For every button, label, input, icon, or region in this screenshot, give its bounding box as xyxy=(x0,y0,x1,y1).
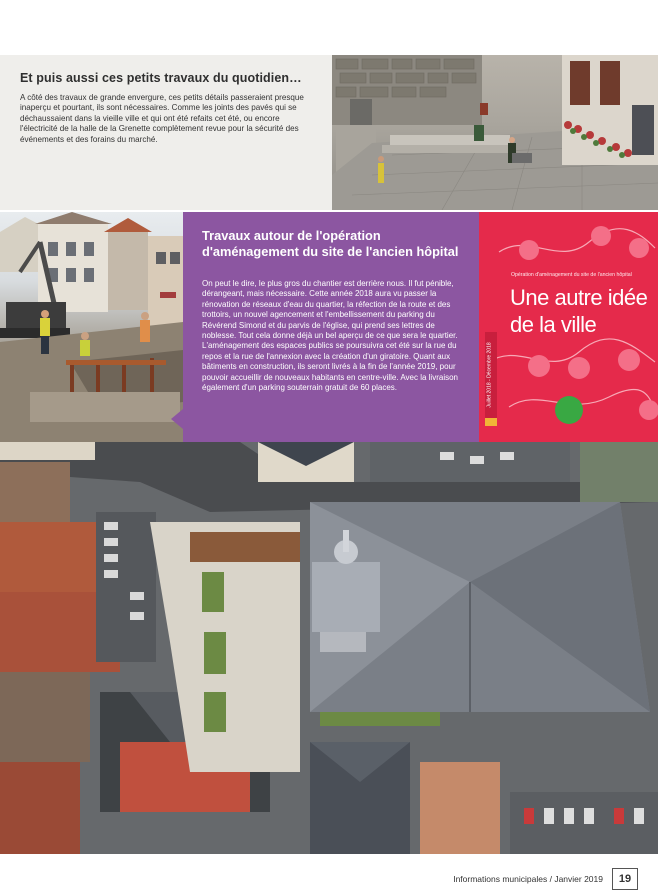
intro-text-box xyxy=(0,55,332,210)
section-title-hospital-site: Travaux autour de l'opération d'aménagement du site de l'ancien hôpital xyxy=(202,228,459,259)
section-body-hospital-site: On peut le dire, le plus gros du chantier est derrière nous. Il fut pénible, dérangeant, mais nécessaire. Cette année 2018 aura vu passer la rénovation de réseaux d'eau du quartier, la réfection de la route et des trottoirs, un nouvel agencement et l'embellissement du parking du Révérend Simond et du parvis de l'église, qui prend ses lettres de noblesse. Tout cela donne déjà un bel aperçu de ce que sera le quartier. L'aménagement des espaces publics se poursuivra cet été sur la rue du repos et la rue de l'annexion avec la création d'un giratoire. Quant aux bâtiments en construction, ils seront livrés à la fin de l'année 2019, pour pouvoir accueillir de nouveaux habitants en centre-ville. Avec la livraison également d'un parking souterrain gratuit de 60 places. xyxy=(202,279,458,393)
brochure-title-line-1: Une autre idée xyxy=(510,285,648,310)
hospital-site-panel xyxy=(183,212,479,442)
brochure-date-strip: Juillet 2018 - Décembre 2018 xyxy=(486,342,493,408)
photo-construction-site xyxy=(0,212,183,442)
callout-pointer-purple xyxy=(171,409,183,429)
photo-construction-illustration xyxy=(0,212,183,442)
brochure-cover xyxy=(479,212,658,442)
aerial-photo-church-district xyxy=(0,442,658,854)
brochure-operation-label: Opération d'aménagement du site de l'ancien hôpital xyxy=(511,272,632,278)
footer-publication: Informations municipales / Janvier 2019 xyxy=(453,874,603,884)
section-body-small-works: A côté des travaux de grande envergure, ces petits détails passeraient presque inaperçu et pourtant, ils sont nécessaires. Comme les joints des pavés qui se déchaussaient dans la vieille ville et qui ont été refaits cet été, ou encore l'électricité de la halle de la Grenette complètement revue pour la sécurité des événements et des forains du marché. xyxy=(20,93,304,144)
photo-town-square-illustration xyxy=(332,55,658,210)
photo-town-square-workers xyxy=(332,55,658,210)
section-title-small-works: Et puis aussi ces petits travaux du quotidien… xyxy=(20,71,302,85)
page-number: 19 xyxy=(612,868,638,890)
brochure-title-line-2: de la ville xyxy=(510,312,597,337)
aerial-photo-illustration xyxy=(0,442,658,854)
